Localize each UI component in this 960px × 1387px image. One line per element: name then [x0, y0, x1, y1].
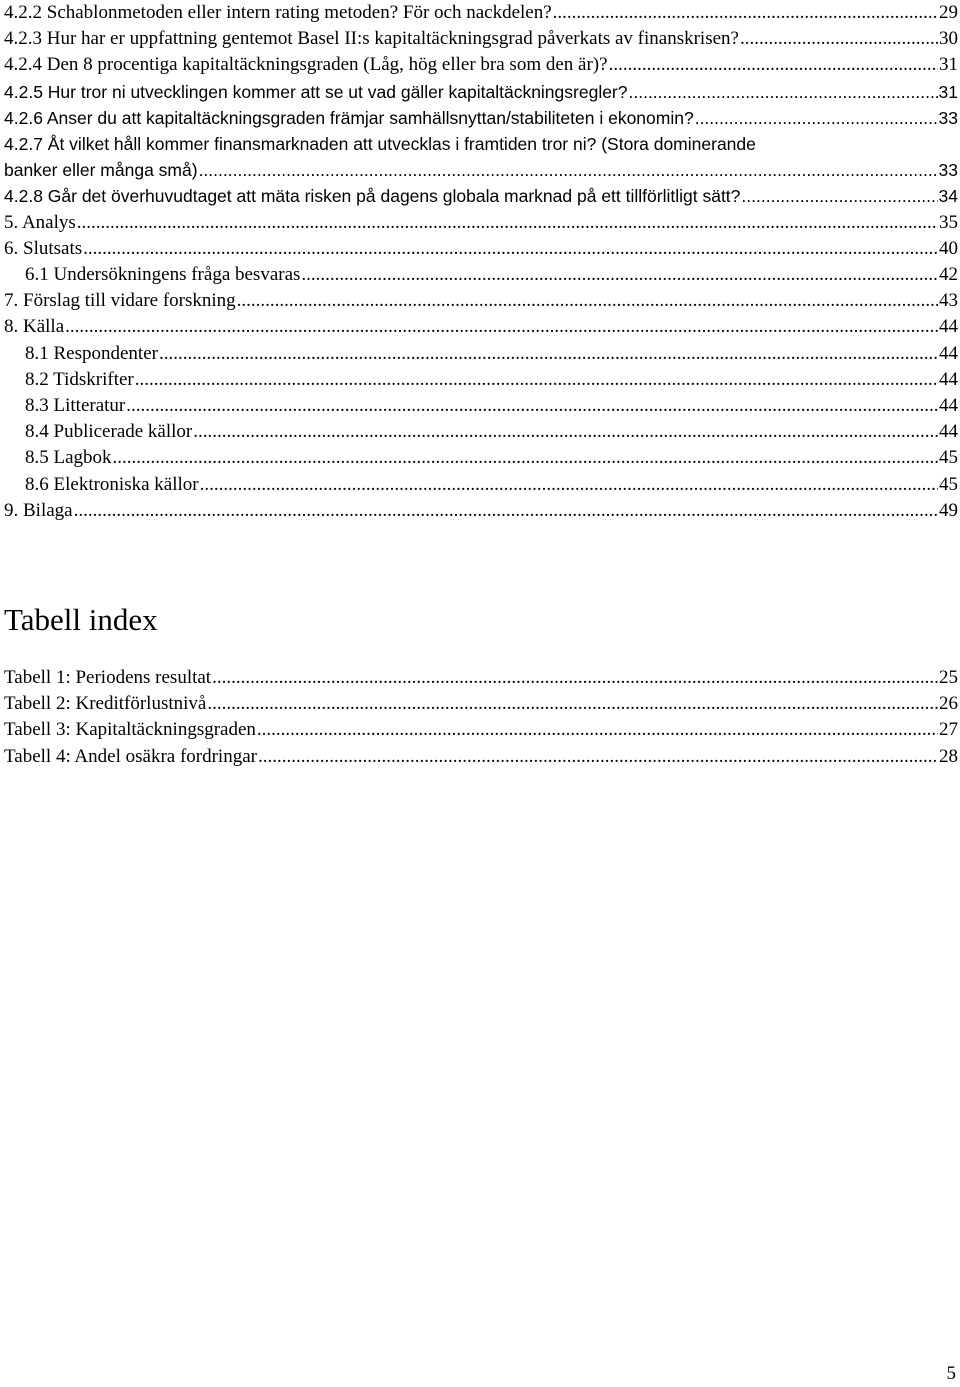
toc-entry-4-2-7[interactable] — [4, 131, 958, 183]
table-index-heading: Tabell index — [4, 602, 158, 637]
dot-leader — [126, 393, 938, 419]
toc-entry-page: 29 — [939, 2, 958, 23]
toc-entry-page: 44 — [939, 421, 958, 443]
toc-entry-label: 4.2.6 Anser du att kapitaltäckningsgraden främjar samhällsnyttan/stabiliteten i ekonomin? — [4, 107, 694, 128]
toc-entry-page: 35 — [939, 211, 958, 233]
toc-entry-8-1[interactable] — [4, 341, 958, 367]
table-index-entry-1[interactable] — [4, 665, 958, 691]
table-index-entry-3[interactable] — [4, 717, 958, 743]
dot-leader — [301, 262, 938, 288]
toc-entry-label: 7. Förslag till vidare forskning — [4, 290, 236, 312]
dot-leader — [695, 105, 938, 131]
toc-entry-page: 44 — [939, 368, 958, 390]
dot-leader — [113, 445, 938, 471]
dot-leader — [135, 367, 938, 393]
dot-leader — [200, 472, 938, 498]
toc-entry-8-4[interactable] — [4, 419, 958, 445]
toc-entry-4-2-5[interactable] — [4, 79, 958, 105]
dot-leader — [199, 157, 938, 183]
toc-entry-label: 8.4 Publicerade källor — [25, 421, 193, 443]
table-index-page: 26 — [939, 693, 958, 715]
toc-entry-page: 49 — [939, 499, 958, 521]
toc-entry-label: 6.1 Undersökningens fråga besvaras — [25, 264, 301, 286]
toc-entry-page: 31 — [939, 54, 958, 76]
table-of-contents — [4, 0, 958, 524]
toc-entry-page: 45 — [939, 473, 958, 495]
toc-entry-8-2[interactable] — [4, 367, 958, 393]
toc-entry-9[interactable] — [4, 498, 958, 524]
toc-entry-label: 8. Källa — [4, 316, 65, 338]
page-number: 5 — [946, 1363, 956, 1384]
toc-entry-page: 33 — [938, 160, 958, 181]
dot-leader — [237, 288, 938, 314]
table-index-page: 27 — [939, 719, 958, 741]
dot-leader — [257, 717, 938, 743]
table-index-page: 25 — [939, 667, 958, 688]
toc-entry-label: 8.1 Respondenter — [25, 342, 158, 364]
toc-entry-label-line2: banker eller många små) — [4, 160, 198, 181]
dot-leader — [258, 744, 938, 770]
dot-leader — [74, 498, 938, 524]
toc-entry-line2 — [4, 157, 958, 183]
dot-leader — [65, 314, 938, 340]
dot-leader — [159, 341, 938, 367]
toc-entry-8-5[interactable] — [4, 445, 958, 471]
toc-entry-label: 4.2.8 Går det överhuvudtaget att mäta risken på dagens globala marknad på ett tillförlitligt sätt? — [4, 186, 741, 207]
toc-entry-5[interactable] — [4, 210, 958, 236]
table-index-label: Tabell 3: Kapitaltäckningsgraden — [4, 719, 256, 741]
toc-entry-4-2-4[interactable] — [4, 52, 958, 78]
toc-entry-label: 4.2.4 Den 8 procentiga kapitaltäckningsgraden (Låg, hög eller bra som den är)? — [4, 54, 608, 76]
toc-entry-label: 4.2.3 Hur har er uppfattning gentemot Basel II:s kapitaltäckningsgrad påverkats av finanskrisen? — [4, 28, 739, 50]
toc-entry-8-3[interactable] — [4, 393, 958, 419]
table-index-page: 28 — [939, 745, 958, 767]
toc-entry-page: 43 — [939, 290, 958, 312]
toc-entry-label: 8.2 Tidskrifter — [25, 368, 134, 390]
toc-entry-4-2-6[interactable] — [4, 105, 958, 131]
dot-leader — [629, 79, 938, 105]
toc-entry-page: 42 — [939, 264, 958, 286]
dot-leader — [193, 419, 938, 445]
dot-leader — [609, 52, 938, 78]
toc-entry-page: 30 — [939, 28, 958, 50]
table-index-label: Tabell 4: Andel osäkra fordringar — [4, 745, 257, 767]
toc-entry-page: 45 — [939, 447, 958, 469]
table-index-label: Tabell 1: Periodens resultat — [4, 667, 212, 688]
toc-entry-4-2-3[interactable] — [4, 26, 958, 52]
toc-entry-page: 44 — [939, 316, 958, 338]
table-index-entry-4[interactable] — [4, 744, 958, 770]
dot-leader — [207, 691, 938, 717]
toc-entry-page: 31 — [938, 81, 958, 102]
toc-entry-label: 6. Slutsats — [4, 237, 83, 259]
toc-entry-label: 8.6 Elektroniska källor — [25, 473, 199, 495]
toc-entry-page: 40 — [939, 237, 958, 259]
toc-entry-page: 34 — [938, 186, 958, 207]
dot-leader — [553, 0, 938, 26]
toc-entry-label: 8.3 Litteratur — [25, 395, 126, 417]
toc-entry-6[interactable] — [4, 236, 958, 262]
table-index-list — [4, 665, 958, 770]
toc-entry-label-line1: 4.2.7 Åt vilket håll kommer finansmarknaden att utvecklas i framtiden tror ni? (Stora dominerande — [4, 134, 756, 155]
toc-entry-4-2-2[interactable] — [4, 0, 958, 26]
toc-entry-label: 5. Analys — [4, 211, 76, 233]
toc-entry-8-6[interactable] — [4, 472, 958, 498]
toc-entry-label: 9. Bilaga — [4, 499, 73, 521]
toc-entry-6-1[interactable] — [4, 262, 958, 288]
table-index-entry-2[interactable] — [4, 691, 958, 717]
toc-entry-label: 8.5 Lagbok — [25, 447, 112, 469]
toc-entry-4-2-8[interactable] — [4, 183, 958, 209]
toc-entry-label: 4.2.5 Hur tror ni utvecklingen kommer att se ut vad gäller kapitaltäckningsregler? — [4, 81, 628, 102]
table-index-label: Tabell 2: Kreditförlustnivå — [4, 693, 207, 715]
toc-entry-label: 4.2.2 Schablonmetoden eller intern rating metoden? För och nackdelen? — [4, 2, 552, 23]
dot-leader — [77, 210, 938, 236]
toc-entry-page: 33 — [938, 107, 958, 128]
dot-leader — [212, 665, 938, 691]
dot-leader — [83, 236, 938, 262]
toc-entry-7[interactable] — [4, 288, 958, 314]
toc-entry-page: 44 — [939, 342, 958, 364]
dot-leader — [740, 26, 938, 52]
toc-entry-page: 44 — [939, 395, 958, 417]
dot-leader — [741, 183, 937, 209]
toc-entry-8[interactable] — [4, 314, 958, 340]
